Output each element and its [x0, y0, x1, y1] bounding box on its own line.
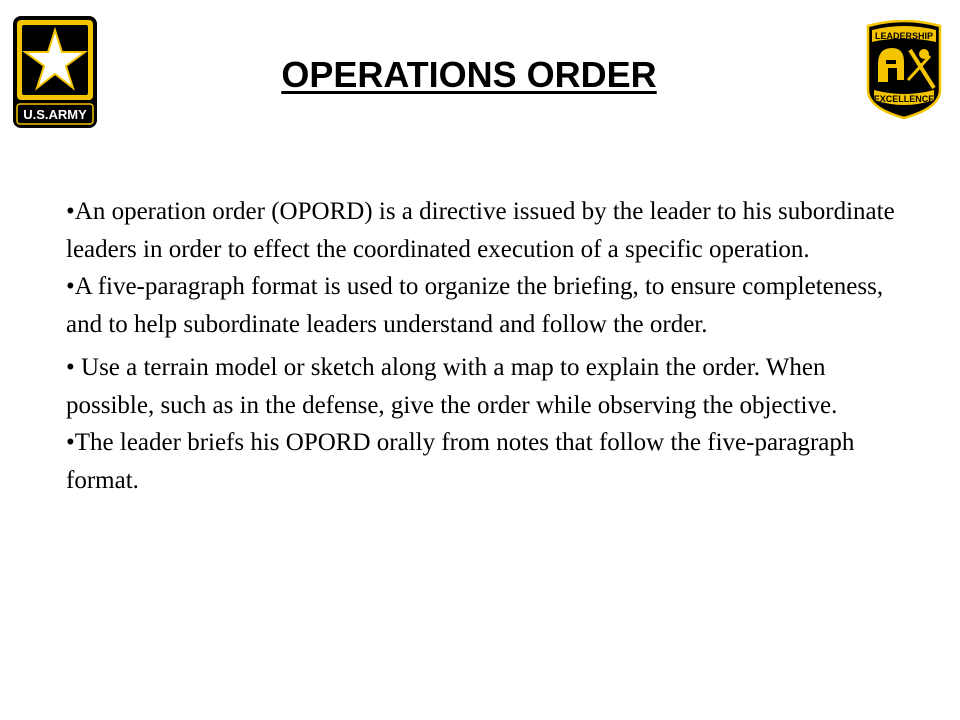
excellence-text: EXCELLENCE	[873, 94, 935, 104]
bullet-item: •An operation order (OPORD) is a directive issued by the leader to his subordinate leaders in order to effect the coordinated execution of a specific operation.	[66, 198, 895, 263]
bullet-item: •A five-paragraph format is used to organize the briefing, to ensure completeness, and to help subordinate leaders understand and follow the order.	[66, 273, 884, 338]
bullet-mark: •	[66, 198, 75, 225]
bullet-item: •The leader briefs his OPORD orally from notes that follow the five-paragraph format.	[66, 429, 855, 494]
bullet-mark: •	[66, 273, 75, 300]
bullet-list	[66, 193, 896, 499]
page-title: OPERATIONS ORDER	[281, 54, 657, 95]
bullet-mark: •	[66, 429, 75, 456]
leadership-excellence-logo	[864, 20, 944, 120]
leadership-text: LEADERSHIP	[874, 31, 934, 41]
bullet-item: • Use a terrain model or sketch along with a map to explain the order. When possible, such as in the defense, give the order while observing the objective.	[66, 354, 838, 419]
army-logo-text: U.S.ARMY	[23, 107, 87, 122]
bullet-mark: •	[66, 354, 82, 381]
